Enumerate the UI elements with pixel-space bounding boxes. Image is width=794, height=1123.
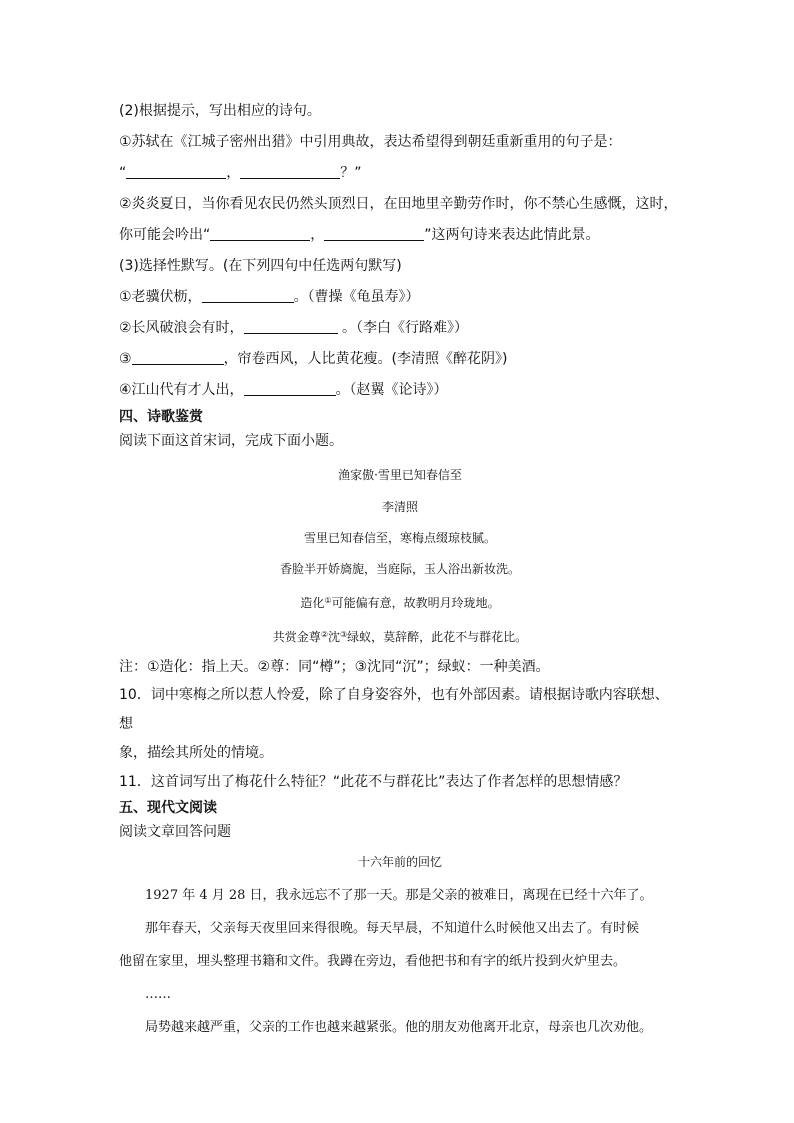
footnote-marker: ② xyxy=(320,630,328,639)
section-4-heading: 四、诗歌鉴赏 xyxy=(119,409,203,425)
section-5-intro: 阅读文章回答问题 xyxy=(119,824,231,840)
answer-blank[interactable] xyxy=(132,350,224,365)
dictation-item-3: ③ ，帘卷西风，人比黄花瘦。(李清照《醉花阴》) xyxy=(119,351,508,367)
dictation-item-1: ①老骥伏枥， 。（曹操《龟虽寿》） xyxy=(119,289,420,305)
poem-line-4: 共赏金尊②沈③绿蚁，莫辞醉，此花不与群花比。 xyxy=(272,630,528,644)
answer-blank[interactable] xyxy=(324,226,424,241)
question-2-prompt: ②炎炎夏日，当你看见农民仍然头顶烈日，在田地里辛勤劳作时，你不禁心生感慨，这时， xyxy=(119,196,678,212)
essay-paragraph-2-cont: 他留在家里，埋头整理书籍和文件。我蹲在旁边，看他把书和有字的纸片投到火炉里去。 xyxy=(119,954,627,969)
essay-title: 十六年前的回忆 xyxy=(357,855,442,869)
poem-line-1: 雪里已知春信至，寒梅点缀琼枝腻。 xyxy=(303,531,496,545)
answer-blank[interactable] xyxy=(202,288,294,303)
answer-blank[interactable] xyxy=(240,164,340,179)
poem-line-3: 造化①可能偏有意，故教明月玲珑地。 xyxy=(300,596,500,610)
poem-title: 渔家傲·雪里已知春信至 xyxy=(338,468,462,482)
poem-line-2: 香脸半开娇旖旎，当庭际，玉人浴出新妆洗。 xyxy=(279,562,520,576)
dictation-item-2: ②长风破浪会有时， 。（李白《行路难》） xyxy=(119,320,469,336)
part2-heading: (2)根据提示，写出相应的诗句。 xyxy=(119,103,321,119)
answer-blank[interactable] xyxy=(126,164,226,179)
answer-blank[interactable] xyxy=(210,226,310,241)
answer-blank[interactable] xyxy=(244,319,338,334)
document-page xyxy=(119,96,681,1044)
part3-heading: (3)选择性默写。(在下列四句中任选两句默写) xyxy=(119,258,402,274)
question-10-line-1: 10．词中寒梅之所以惹人怜爱，除了自身姿容外，也有外部因素。请根据诗歌内容联想、想 xyxy=(119,687,669,732)
question-2-answer-line: 你可能会吟出“ ， ”这两句诗来表达此情此景。 xyxy=(119,227,600,243)
question-10-line-2: 象，描绘其所处的情境。 xyxy=(119,745,273,761)
essay-paragraph-3: 局势越来越严重，父亲的工作也越来越紧张。他的朋友劝他离开北京，母亲也几次劝他。 xyxy=(145,1020,653,1035)
essay-paragraph-1: 1927 年 4 月 28 日，我永远忘不了那一天。那是父亲的被难日，离现在已经十六年了。 xyxy=(145,888,653,903)
question-1-prompt: ①苏轼在《江城子密州出猎》中引用典故，表达希望得到朝廷重新重用的句子是： xyxy=(119,134,622,150)
section-4-intro: 阅读下面这首宋词，完成下面小题。 xyxy=(119,433,343,449)
question-1-answer-line: “ ， ？” xyxy=(119,165,362,181)
essay-ellipsis: …… xyxy=(145,987,171,1002)
section-5-heading: 五、现代文阅读 xyxy=(119,800,217,816)
footnote-marker: ③ xyxy=(340,630,348,639)
footnote-marker: ① xyxy=(324,596,332,605)
essay-paragraph-2: 那年春天，父亲每天夜里回来得很晚。每天早晨，不知道什么时候他又出去了。有时候 xyxy=(145,921,640,936)
poem-note: 注：①造化：指上天。②尊：同“樽”；③沈同“沉”；绿蚁：一种美酒。 xyxy=(119,659,550,675)
answer-blank[interactable] xyxy=(244,381,336,396)
question-11: 11．这首词写出了梅花什么特征？“此花不与群花比”表达了作者怎样的思想情感？ xyxy=(119,774,628,790)
poem-author: 李清照 xyxy=(381,500,418,514)
dictation-item-4: ④江山代有才人出， 。（赵翼《论诗》） xyxy=(119,382,448,398)
